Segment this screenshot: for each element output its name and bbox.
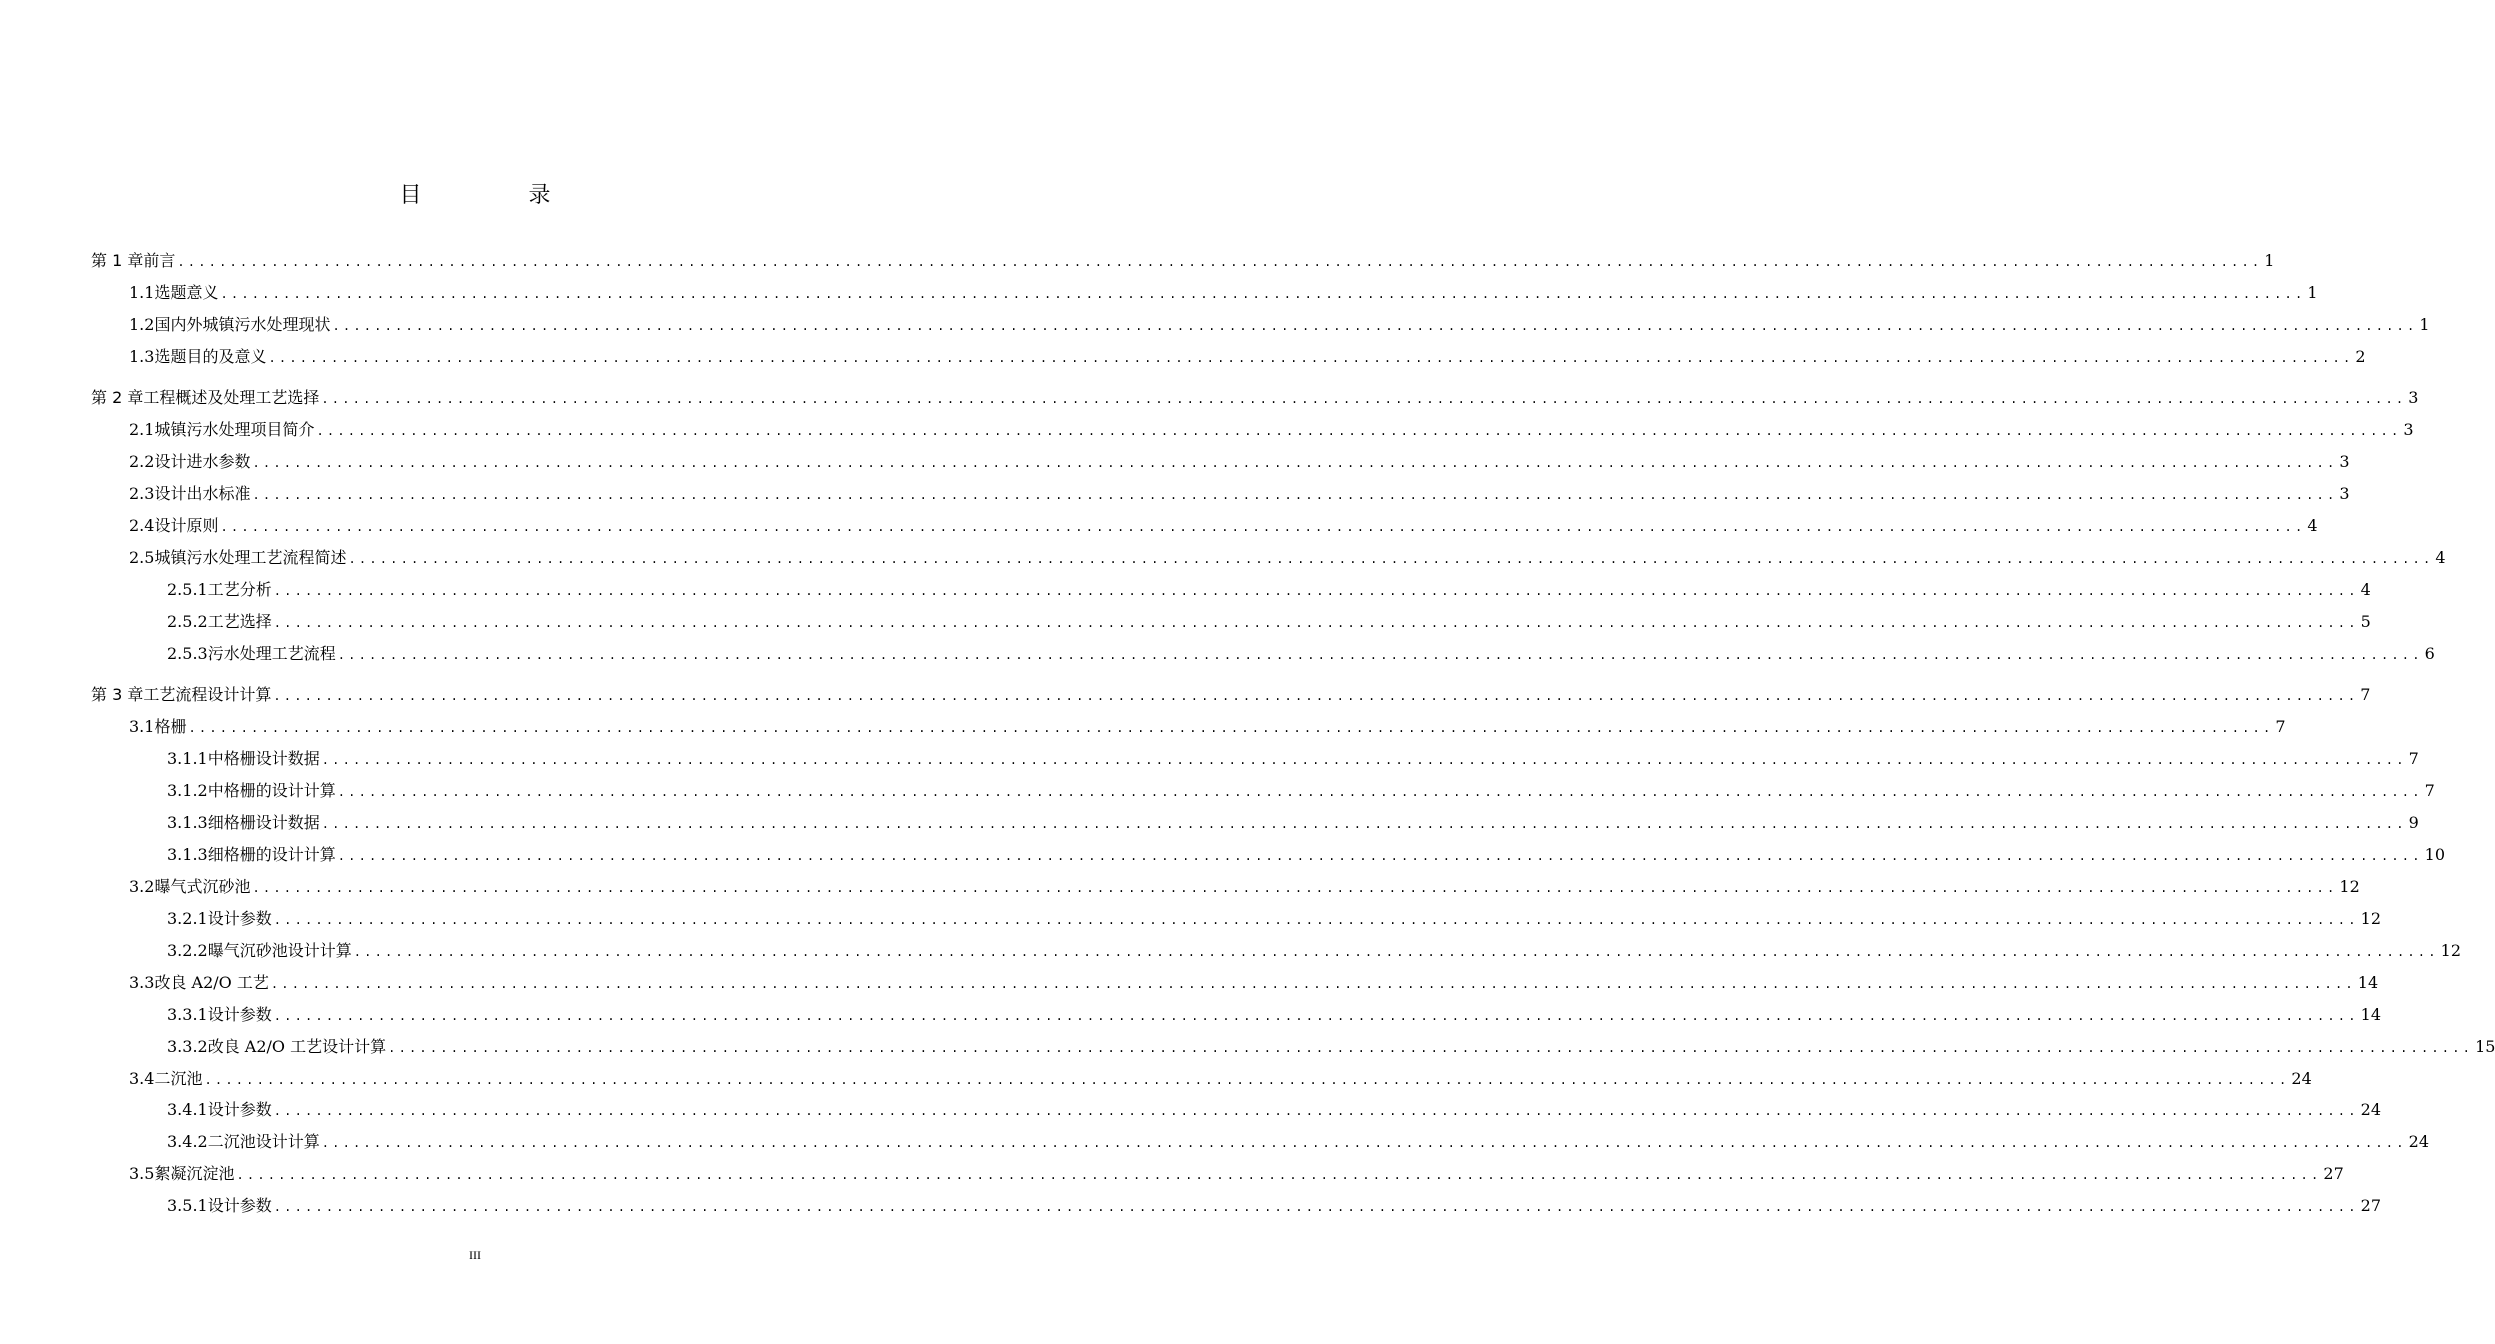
toc-entry-page: 3 xyxy=(2339,484,2350,503)
toc-entry-number: 3.3.1 xyxy=(167,1005,208,1024)
toc-entry-number: 2.1 xyxy=(129,420,155,439)
dot-leader: ........................................................................................................................................................................................................ xyxy=(188,721,2274,735)
toc-entry[interactable] xyxy=(167,1035,2495,1057)
toc-entry-page: 12 xyxy=(2440,941,2462,960)
dot-leader: ........................................................................................................................................................................................................ xyxy=(273,584,2359,598)
dot-leader: ........................................................................................................................................................................................................ xyxy=(337,785,2423,799)
toc-entry-page: 7 xyxy=(2408,749,2419,768)
dot-leader: ........................................................................................................................................................................................................ xyxy=(220,520,2306,534)
toc-entry-title: 国内外城镇污水处理现状 xyxy=(154,315,331,334)
dot-leader: ........................................................................................................................................................................................................ xyxy=(316,424,2402,438)
toc-entry-title: 中格栅的设计计算 xyxy=(207,781,336,800)
toc-entry[interactable] xyxy=(129,875,2360,897)
toc-entry-title: 设计出水标准 xyxy=(154,484,251,503)
dot-leader: ........................................................................................................................................................................................................ xyxy=(321,753,2407,767)
dot-leader: ........................................................................................................................................................................................................ xyxy=(273,1009,2359,1023)
toc-entry-page: 5 xyxy=(2360,612,2371,631)
toc-entry[interactable] xyxy=(129,450,2350,472)
dot-leader: ........................................................................................................................................................................................................ xyxy=(321,1136,2407,1150)
dot-leader: ........................................................................................................................................................................................................ xyxy=(337,849,2423,863)
toc-entry-title: 设计原则 xyxy=(154,516,219,535)
toc-entry-number: 3.1.2 xyxy=(167,781,208,800)
dot-leader: ........................................................................................................................................................................................................ xyxy=(268,351,2354,365)
toc-entry-title: 设计参数 xyxy=(207,909,272,928)
toc-entry-title: 城镇污水处理项目简介 xyxy=(154,420,315,439)
toc-entry-page: 12 xyxy=(2360,909,2382,928)
toc-entry-title: 设计参数 xyxy=(207,1100,272,1119)
toc-entry-number: 3.1.3 xyxy=(167,813,208,832)
toc-entry-page: 7 xyxy=(2424,781,2435,800)
toc-entry-number: 第 2 章 xyxy=(91,388,144,407)
toc-entry-page: 4 xyxy=(2435,548,2446,567)
toc-entry[interactable] xyxy=(167,843,2446,865)
toc-entry-page: 1 xyxy=(2307,283,2318,302)
toc-entry-title: 改良 A2/O 工艺 xyxy=(154,973,269,992)
toc-entry-number: 3.1 xyxy=(129,717,155,736)
toc-entry-title: 改良 A2/O 工艺设计计算 xyxy=(207,1037,387,1056)
dot-leader: ........................................................................................................................................................................................................ xyxy=(337,648,2423,662)
toc-entry-page: 7 xyxy=(2275,717,2286,736)
toc-entry-page: 27 xyxy=(2323,1164,2344,1183)
toc-entry-page: 24 xyxy=(2291,1069,2312,1088)
toc-entry[interactable] xyxy=(167,1194,2382,1216)
toc-entry-title: 工艺流程设计计算 xyxy=(143,685,272,704)
toc-entry-title: 中格栅设计数据 xyxy=(207,749,320,768)
page-title: 目 录 xyxy=(399,183,601,208)
dot-leader: ........................................................................................................................................................................................................ xyxy=(270,977,2356,991)
toc-entry-page: 3 xyxy=(2339,452,2350,471)
toc-entry-title: 设计参数 xyxy=(207,1196,272,1215)
dot-leader: ........................................................................................................................................................................................................ xyxy=(273,1104,2359,1118)
toc-entry[interactable] xyxy=(167,610,2371,632)
toc-entry-title: 格栅 xyxy=(154,717,187,736)
toc-entry-number: 3.1.1 xyxy=(167,749,208,768)
toc-entry-title: 设计参数 xyxy=(207,1005,272,1024)
toc-entry-title: 城镇污水处理工艺流程简述 xyxy=(154,548,347,567)
toc-entry-page: 9 xyxy=(2408,813,2419,832)
toc-entry[interactable] xyxy=(167,578,2371,600)
toc-entry-number: 3.4.1 xyxy=(167,1100,208,1119)
toc-entry[interactable] xyxy=(167,1098,2382,1120)
toc-entry-number: 2.5.3 xyxy=(167,644,208,663)
toc-entry-page: 14 xyxy=(2360,1005,2382,1024)
toc-entry[interactable] xyxy=(167,939,2462,961)
toc-entry-page: 4 xyxy=(2307,516,2318,535)
toc-entry-title: 细格栅设计数据 xyxy=(207,813,320,832)
dot-leader: ........................................................................................................................................................................................................ xyxy=(236,1168,2322,1182)
toc-entry-page: 14 xyxy=(2357,973,2379,992)
toc-entry[interactable] xyxy=(167,1003,2382,1025)
toc-entry-number: 3.5 xyxy=(129,1164,155,1183)
toc-entry-title: 絮凝沉淀池 xyxy=(154,1164,235,1183)
toc-entry-page: 7 xyxy=(2360,685,2371,704)
dot-leader: ........................................................................................................................................................................................................ xyxy=(273,913,2359,927)
toc-entry-number: 3.3.2 xyxy=(167,1037,208,1056)
toc-entry[interactable] xyxy=(129,514,2318,536)
toc-entry[interactable] xyxy=(129,971,2379,993)
toc-entry-number: 3.1.3 xyxy=(167,845,208,864)
toc-entry[interactable] xyxy=(129,313,2430,335)
dot-leader: ........................................................................................................................................................................................................ xyxy=(273,1200,2359,1214)
toc-entry-number: 3.2.1 xyxy=(167,909,208,928)
toc-entry-number: 第 1 章 xyxy=(91,251,144,270)
toc-entry-number: 第 3 章 xyxy=(91,685,144,704)
page-number-footer: III xyxy=(469,1248,481,1262)
toc-entry-number: 2.5.2 xyxy=(167,612,208,631)
toc-entry-title: 工艺分析 xyxy=(207,580,272,599)
toc-entry-page: 15 xyxy=(2475,1037,2495,1056)
toc-entry-title: 前言 xyxy=(143,251,176,270)
toc-entry-number: 2.3 xyxy=(129,484,155,503)
toc-entry-page: 10 xyxy=(2424,845,2446,864)
toc-entry-title: 二沉池设计计算 xyxy=(207,1132,320,1151)
toc-entry[interactable] xyxy=(129,1162,2344,1184)
toc-entry[interactable] xyxy=(129,482,2350,504)
dot-leader: ........................................................................................................................................................................................................ xyxy=(252,456,2338,470)
toc-entry-title: 曝气沉砂池设计计算 xyxy=(207,941,352,960)
toc-entry[interactable] xyxy=(129,418,2414,440)
dot-leader: ........................................................................................................................................................................................................ xyxy=(353,945,2439,959)
dot-leader: ........................................................................................................................................................................................................ xyxy=(204,1073,2290,1087)
toc-entry[interactable] xyxy=(91,249,2275,271)
toc-entry-number: 3.2 xyxy=(129,877,155,896)
toc-entry-number: 3.4 xyxy=(129,1069,155,1088)
toc-entry-number: 3.3 xyxy=(129,973,155,992)
toc-entry-number: 3.4.2 xyxy=(167,1132,208,1151)
dot-leader: ........................................................................................................................................................................................................ xyxy=(388,1041,2474,1055)
dot-leader: ........................................................................................................................................................................................................ xyxy=(220,287,2306,301)
toc-entry-title: 污水处理工艺流程 xyxy=(207,644,336,663)
toc-entry-number: 3.5.1 xyxy=(167,1196,208,1215)
toc-entry[interactable] xyxy=(91,386,2419,408)
toc-entry-title: 工程概述及处理工艺选择 xyxy=(143,388,320,407)
toc-entry[interactable] xyxy=(129,715,2286,737)
toc-entry-page: 3 xyxy=(2403,420,2414,439)
toc-entry[interactable] xyxy=(167,811,2419,833)
toc-entry-number: 1.3 xyxy=(129,347,155,366)
toc-entry-title: 曝气式沉砂池 xyxy=(154,877,251,896)
toc-entry-title: 选题目的及意义 xyxy=(154,347,267,366)
toc-entry[interactable] xyxy=(167,907,2382,929)
dot-leader: ........................................................................................................................................................................................................ xyxy=(273,689,2359,703)
dot-leader: ........................................................................................................................................................................................................ xyxy=(177,255,2263,269)
dot-leader: ........................................................................................................................................................................................................ xyxy=(321,392,2407,406)
toc-entry[interactable] xyxy=(129,546,2446,568)
toc-entry-number: 1.2 xyxy=(129,315,155,334)
toc-entry-title: 设计进水参数 xyxy=(154,452,251,471)
dot-leader: ........................................................................................................................................................................................................ xyxy=(348,552,2434,566)
toc-entry-number: 2.4 xyxy=(129,516,155,535)
toc-entry[interactable] xyxy=(129,281,2318,303)
toc-entry-number: 1.1 xyxy=(129,283,155,302)
toc-entry-number: 2.5.1 xyxy=(167,580,208,599)
toc-entry-page: 27 xyxy=(2360,1196,2382,1215)
toc-entry-page: 1 xyxy=(2264,251,2275,270)
toc-entry[interactable] xyxy=(129,1067,2312,1089)
toc-entry-number: 3.2.2 xyxy=(167,941,208,960)
toc-entry-number: 2.5 xyxy=(129,548,155,567)
dot-leader: ........................................................................................................................................................................................................ xyxy=(321,817,2407,831)
toc-entry-page: 2 xyxy=(2355,347,2366,366)
toc-entry[interactable] xyxy=(167,747,2419,769)
toc-entry-title: 工艺选择 xyxy=(207,612,272,631)
toc-entry-page: 1 xyxy=(2419,315,2430,334)
toc-entry-page: 24 xyxy=(2360,1100,2382,1119)
toc-entry[interactable] xyxy=(167,779,2435,801)
toc-entry-number: 2.2 xyxy=(129,452,155,471)
toc-entry-page: 6 xyxy=(2424,644,2435,663)
dot-leader: ........................................................................................................................................................................................................ xyxy=(252,488,2338,502)
toc-entry-title: 细格栅的设计计算 xyxy=(207,845,336,864)
toc-entry-title: 选题意义 xyxy=(154,283,219,302)
toc-entry[interactable] xyxy=(167,642,2435,664)
toc-entry[interactable] xyxy=(129,345,2366,367)
toc-entry-page: 4 xyxy=(2360,580,2371,599)
dot-leader: ........................................................................................................................................................................................................ xyxy=(273,616,2359,630)
toc-entry-page: 3 xyxy=(2408,388,2419,407)
toc-entry-page: 12 xyxy=(2339,877,2360,896)
dot-leader: ........................................................................................................................................................................................................ xyxy=(252,881,2338,895)
toc-entry-title: 二沉池 xyxy=(154,1069,203,1088)
dot-leader: ........................................................................................................................................................................................................ xyxy=(332,319,2418,333)
toc-entry[interactable] xyxy=(91,683,2371,705)
toc-entry-page: 24 xyxy=(2408,1132,2430,1151)
toc-entry[interactable] xyxy=(167,1130,2430,1152)
